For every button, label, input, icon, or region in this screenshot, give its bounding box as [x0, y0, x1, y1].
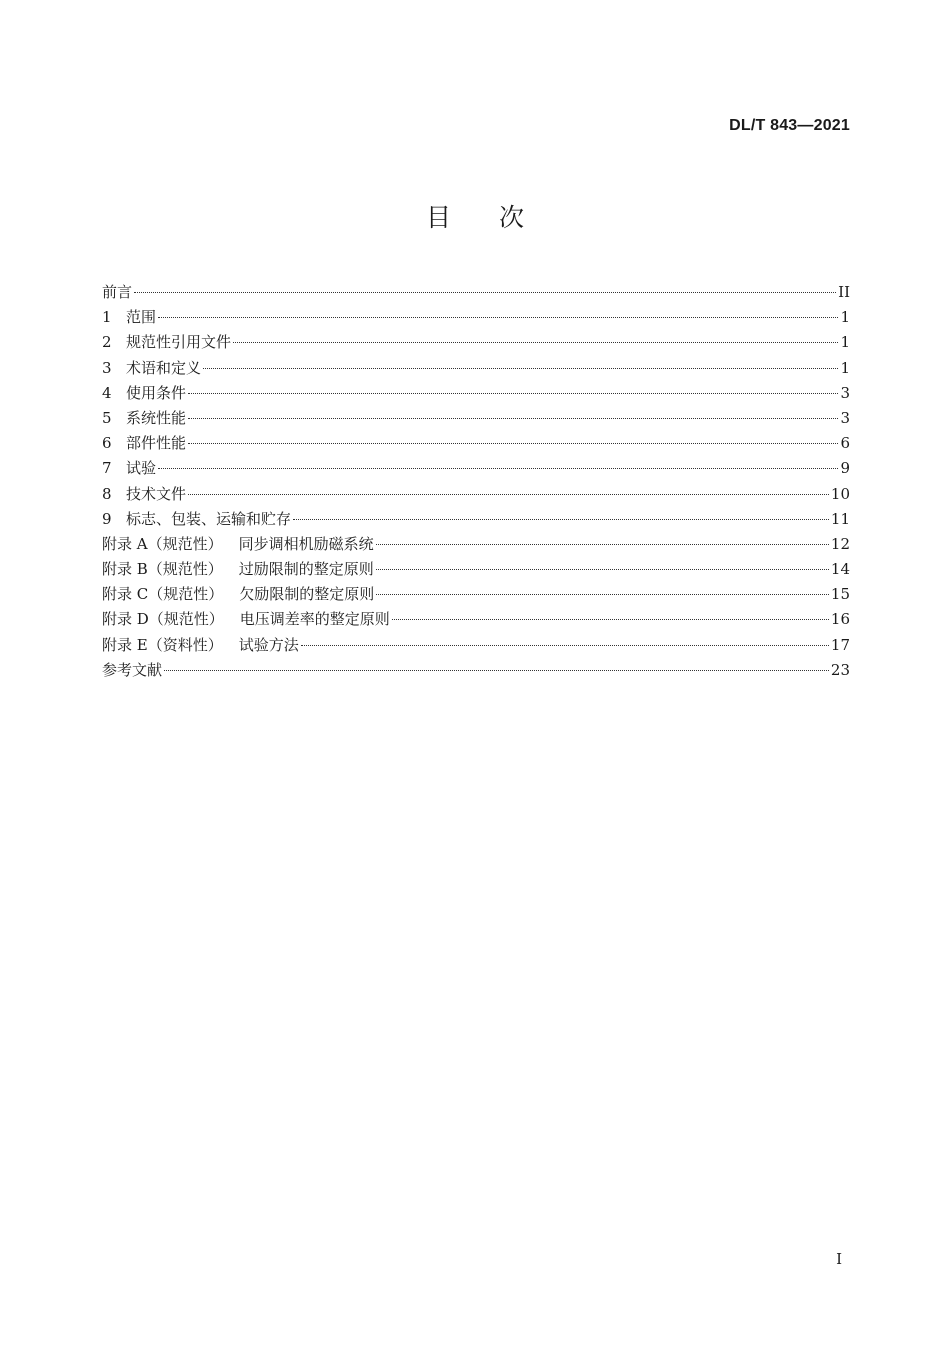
- toc-dot-leader: [203, 367, 838, 369]
- toc-entry-15[interactable]: [102, 659, 850, 684]
- toc-dot-leader: [158, 316, 838, 318]
- toc-entry-label: 部件性能: [126, 434, 187, 453]
- toc-entry-label: 使用条件: [126, 383, 187, 402]
- toc-entry-10[interactable]: [102, 533, 850, 558]
- toc-entry-label: 电压调差率的整定原则: [239, 610, 390, 629]
- toc-entry-label: 试验: [126, 459, 157, 478]
- toc-appendix-prefix: 附录 B（规范性）: [102, 560, 223, 579]
- toc-entry-label: 术语和定义: [126, 358, 202, 377]
- toc-entry-12[interactable]: [102, 583, 850, 608]
- toc-dot-leader: [392, 618, 829, 620]
- standard-code: DL/T 843—2021: [729, 117, 850, 134]
- toc-dot-leader: [376, 543, 829, 545]
- toc-entry-number: 1: [102, 308, 112, 327]
- toc-entry-14[interactable]: [102, 634, 850, 659]
- toc-entry-4[interactable]: [102, 382, 850, 407]
- toc-entry-label: 标志、包装、运输和贮存: [126, 509, 292, 528]
- toc-entry-page: 23: [830, 660, 850, 679]
- toc-entry-page: 11: [830, 509, 850, 528]
- toc-entry-number: 4: [102, 383, 112, 402]
- toc-appendix-prefix: 附录 A（规范性）: [102, 534, 223, 553]
- toc-entry-1[interactable]: [102, 306, 850, 331]
- toc-dot-leader: [134, 291, 836, 293]
- toc-entry-number: 9: [102, 509, 112, 528]
- toc-dot-leader: [158, 467, 838, 469]
- toc-entry-2[interactable]: [102, 331, 850, 356]
- toc-entry-page: 12: [830, 534, 850, 553]
- toc-entry-number: 2: [102, 333, 112, 352]
- toc-entry-label: 同步调相机励磁系统: [238, 534, 374, 553]
- toc-dot-leader: [233, 341, 838, 343]
- page-title: 目次: [425, 203, 572, 232]
- toc-entry-8[interactable]: [102, 483, 850, 508]
- toc-entry-page: 17: [830, 635, 850, 654]
- toc-entry-number: 5: [102, 408, 112, 427]
- toc-entry-page: 1: [840, 358, 850, 377]
- toc-entry-page: 14: [830, 560, 850, 579]
- toc-entry-page: 16: [830, 610, 850, 629]
- toc-appendix-prefix: 附录 E（资料性）: [102, 635, 223, 654]
- toc-entry-3[interactable]: [102, 357, 850, 382]
- toc-entry-label: 过励限制的整定原则: [238, 560, 374, 579]
- toc-dot-leader: [293, 518, 829, 520]
- toc-entry-label: 规范性引用文件: [126, 333, 232, 352]
- toc-dot-leader: [188, 442, 838, 444]
- toc-dot-leader: [188, 417, 838, 419]
- toc-entry-label: 试验方法: [238, 635, 299, 654]
- toc-entry-page: 3: [840, 408, 850, 427]
- page-number: I: [836, 1250, 842, 1268]
- toc-entry-page: 10: [830, 484, 850, 503]
- toc-dot-leader: [376, 593, 829, 595]
- toc-entry-page: 3: [840, 383, 850, 402]
- toc-dot-leader: [376, 568, 829, 570]
- toc-dot-leader: [301, 644, 829, 646]
- toc-entry-page: 9: [840, 459, 850, 478]
- toc-entry-page: 1: [840, 308, 850, 327]
- toc-entry-number: 6: [102, 434, 112, 453]
- toc-entry-number: 7: [102, 459, 112, 478]
- toc-entry-page: 15: [830, 585, 850, 604]
- toc-entry-label: 欠励限制的整定原则: [239, 585, 375, 604]
- table-of-contents: [102, 281, 850, 684]
- toc-appendix-prefix: 附录 D（规范性）: [102, 610, 224, 629]
- toc-entry-number: 3: [102, 358, 112, 377]
- toc-entry-5[interactable]: [102, 407, 850, 432]
- toc-entry-number: 8: [102, 484, 112, 503]
- toc-dot-leader: [188, 392, 838, 394]
- toc-entry-label: 参考文献: [102, 660, 163, 679]
- toc-dot-leader: [188, 493, 829, 495]
- toc-entry-9[interactable]: [102, 508, 850, 533]
- toc-entry-0[interactable]: [102, 281, 850, 306]
- toc-entry-13[interactable]: [102, 608, 850, 633]
- toc-entry-page: 1: [840, 333, 850, 352]
- toc-entry-label: 系统性能: [126, 408, 187, 427]
- toc-entry-label: 范围: [126, 308, 157, 327]
- toc-entry-label: 前言: [102, 283, 133, 301]
- toc-entry-label: 技术文件: [126, 484, 187, 503]
- toc-entry-6[interactable]: [102, 432, 850, 457]
- toc-entry-page: 6: [840, 434, 850, 453]
- toc-entry-page: II: [838, 283, 850, 301]
- toc-entry-11[interactable]: [102, 558, 850, 583]
- toc-dot-leader: [164, 669, 829, 671]
- toc-appendix-prefix: 附录 C（规范性）: [102, 585, 224, 604]
- toc-entry-7[interactable]: [102, 457, 850, 482]
